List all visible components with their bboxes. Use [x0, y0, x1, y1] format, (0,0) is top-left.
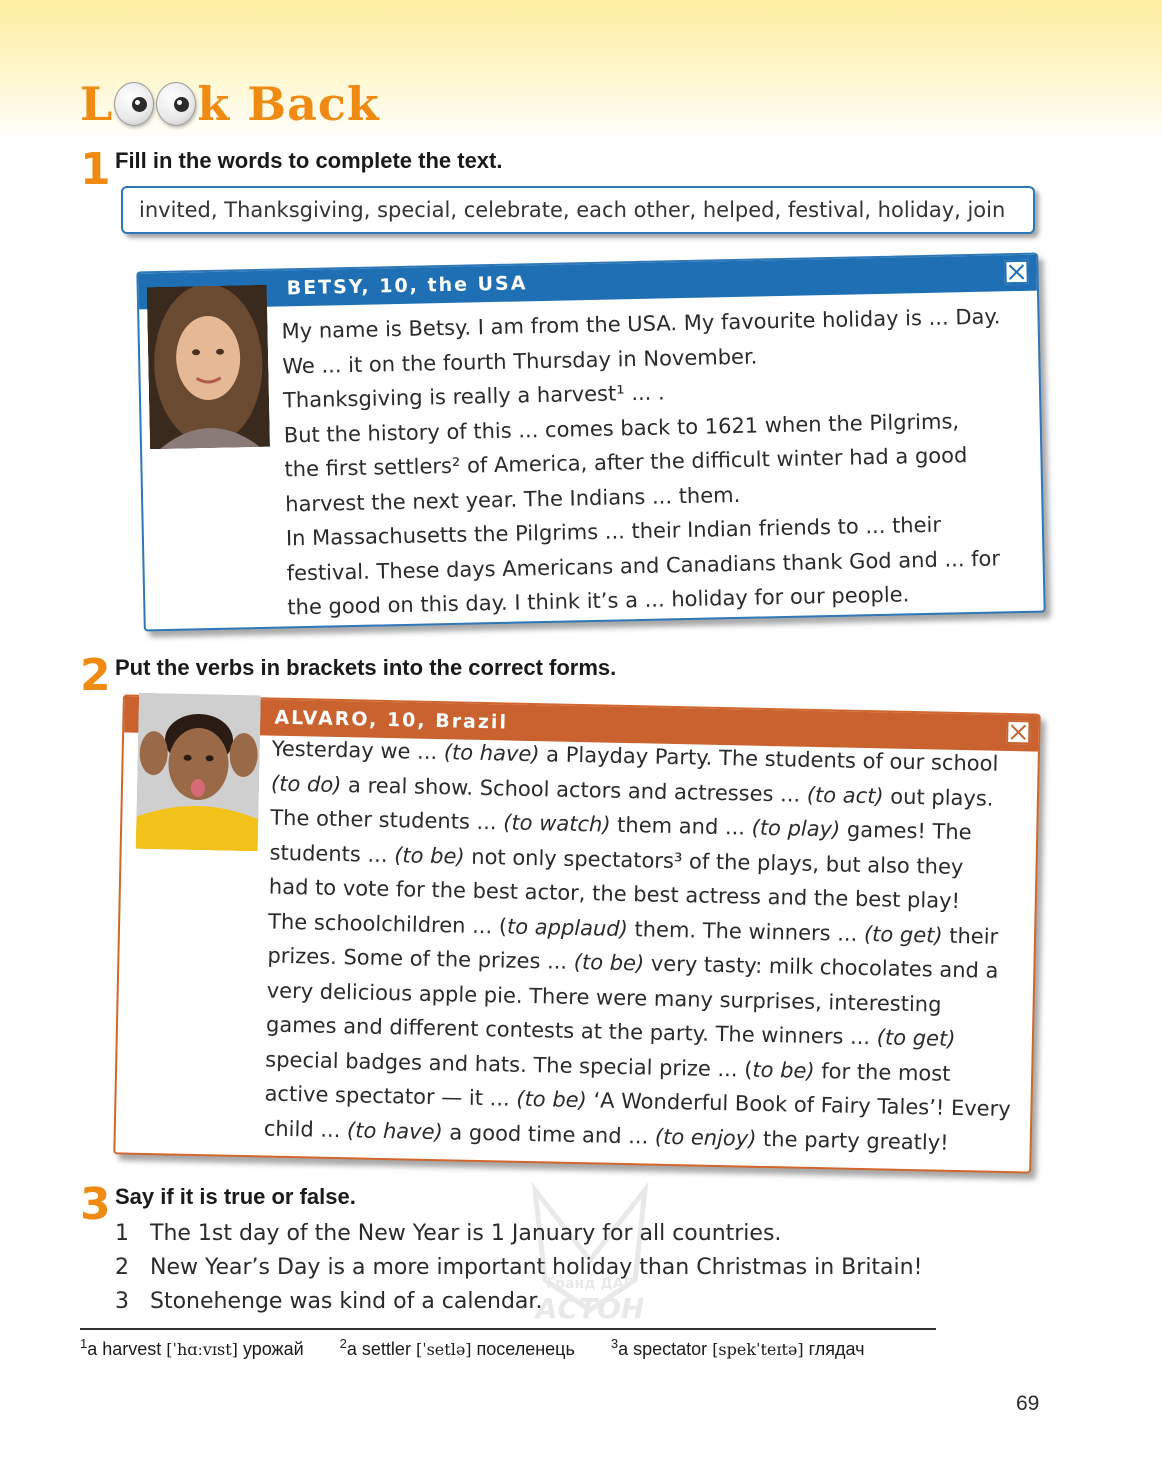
footnote-term: a settler — [346, 1339, 411, 1359]
footnote-translation: глядач — [808, 1339, 865, 1359]
eye-icon — [114, 82, 154, 126]
text-segment: games! The — [839, 817, 972, 845]
text-segment: a good time and ... — [442, 1119, 656, 1149]
svg-text:АСТОН: АСТОН — [535, 1292, 645, 1325]
verb-prompt: (to have) — [346, 1117, 443, 1144]
card-header-text: BETSY, 10, the USA — [286, 272, 528, 300]
text-segment: had to vote for the best actor, the best actress and the best play! — [268, 874, 961, 914]
footnotes — [80, 1336, 865, 1360]
footnote-divider — [80, 1328, 936, 1330]
word-bank-text: invited, Thanksgiving, special, celebrate, each other, helped, festival, holiday, join — [139, 198, 1006, 222]
text-segment: them and ... — [610, 812, 752, 840]
alvaro-card — [113, 694, 1040, 1173]
title-rest: k Back — [197, 77, 380, 131]
text-line: But the history of this ... comes back to 1621 when the Pilgrims, — [283, 408, 960, 447]
text-line: We ... it on the fourth Thursday in November. — [282, 344, 758, 378]
verb-prompt: (to watch) — [503, 810, 611, 837]
text-segment: very tasty: milk chocolates and a — [643, 951, 999, 983]
exercise-1-number: 1 — [80, 144, 111, 195]
verb-prompt: (to get) — [863, 921, 943, 948]
verb-prompt: (to be) — [393, 842, 465, 869]
exercise-2-number: 2 — [80, 650, 111, 701]
text-segment: ‘A Wonderful Book of Fairy Tales’! Every — [586, 1088, 1011, 1122]
footnote — [80, 1336, 304, 1360]
item-number: 2 — [115, 1254, 129, 1280]
footnote-translation: поселенець — [476, 1339, 575, 1359]
footnote-term: a harvest — [87, 1339, 162, 1359]
footnote-marker: 3 — [610, 1336, 619, 1351]
text-segment: the party greatly! — [756, 1126, 949, 1155]
verb-prompt: (to play) — [751, 815, 841, 842]
footnote-term: a spectator — [618, 1339, 708, 1359]
list-item — [115, 1216, 922, 1250]
text-segment: out plays. — [883, 783, 994, 811]
list-item — [115, 1284, 922, 1318]
verb-prompt: (to be) — [573, 949, 645, 976]
card-header-text: ALVARO, 10, Brazil — [274, 706, 509, 734]
text-segment: games and different contests at the party. The winners ... — [265, 1012, 878, 1050]
item-text: The 1st day of the New Year is 1 January for all countries. — [150, 1220, 782, 1246]
verb-prompt: (to enjoy) — [654, 1124, 757, 1151]
close-icon[interactable] — [1006, 720, 1030, 744]
footnote-marker: 2 — [339, 1336, 347, 1351]
text-segment: active spectator — it ... — [264, 1081, 517, 1111]
verb-prompt: to applaud) — [506, 914, 629, 941]
verb-prompt: (to act) — [806, 782, 884, 808]
word-bank — [121, 186, 1035, 234]
betsy-card — [136, 253, 1045, 632]
text-segment: The other students ... — [270, 805, 504, 835]
footnote-transcription: [spekˈteɪtə] — [712, 1340, 804, 1359]
text-segment: very delicious apple pie. There were many surprises, interesting — [266, 978, 942, 1017]
true-false-list — [115, 1216, 922, 1318]
exercise-3-number: 3 — [80, 1179, 111, 1230]
text-line: the good on this day. I think it’s a ... holiday for our people. — [287, 582, 910, 620]
text-segment: child ... — [263, 1115, 348, 1142]
text-segment: a real show. School actors and actresses ... — [341, 772, 808, 807]
verb-prompt: (to get) — [876, 1025, 956, 1051]
eye-icon — [156, 82, 196, 126]
text-line: My name is Betsy. I am from the USA. My favourite holiday is ... Day. — [281, 304, 1001, 344]
text-line: harvest the next year. The Indians ... them. — [284, 482, 741, 516]
close-icon[interactable] — [1004, 260, 1028, 284]
text-segment: for the most — [814, 1058, 951, 1086]
footnote-marker: 1 — [80, 1336, 88, 1351]
text-segment: The schoolchildren ... ( — [267, 909, 508, 939]
verb-prompt: to be) — [752, 1057, 815, 1083]
alvaro-text — [264, 732, 1033, 1162]
item-number: 3 — [115, 1288, 129, 1314]
text-segment: their — [942, 923, 999, 949]
exercise-2-instruction: Put the verbs in brackets into the correct forms. — [115, 655, 617, 680]
girl-photo — [147, 285, 270, 449]
item-text: Stonehenge was kind of a calendar. — [150, 1288, 543, 1314]
text-line: the first settlers² of America, after the difficult winter had a good — [284, 443, 968, 482]
footnote — [611, 1336, 865, 1360]
text-segment: not only spectators³ of the plays, but also they — [464, 844, 964, 879]
text-segment: a Playday Party. The students of our school — [539, 742, 999, 776]
exercise-1-instruction: Fill in the words to complete the text. — [115, 148, 503, 173]
verb-prompt: (to have) — [443, 740, 540, 767]
text-line: Thanksgiving is really a harvest¹ ... . — [282, 380, 665, 413]
text-line: festival. These days Americans and Canadians thank God and ... for — [286, 545, 1001, 585]
text-segment: Yesterday we ... — [271, 736, 445, 765]
footnote-transcription: [ˈsetlə] — [415, 1340, 472, 1359]
footnote-transcription: [ˈhɑːvɪst] — [166, 1340, 238, 1359]
footnote-translation: урожай — [242, 1339, 304, 1359]
text-segment: students ... — [269, 840, 395, 867]
text-segment: special badges and hats. The special prize ... ( — [265, 1047, 753, 1082]
text-line: In Massachusetts the Pilgrims ... their Indian friends to ... their — [285, 512, 942, 551]
page-number: 69 — [1016, 1392, 1040, 1415]
svg-text:Гранд ДАР: Гранд ДАР — [546, 1276, 634, 1292]
list-item — [115, 1250, 922, 1284]
betsy-text — [281, 299, 1032, 625]
boy-photo — [136, 693, 261, 852]
exercise-3-instruction: Say if it is true or false. — [115, 1184, 356, 1209]
item-number: 1 — [115, 1220, 129, 1246]
text-segment: prizes. Some of the prizes ... — [267, 943, 575, 974]
page-title — [80, 72, 380, 136]
item-text: New Year’s Day is a more important holiday than Christmas in Britain! — [150, 1254, 923, 1280]
verb-prompt: (to do) — [270, 771, 342, 797]
title-letter-l: L — [80, 77, 114, 131]
verb-prompt: (to be) — [516, 1086, 588, 1113]
text-segment: them. The winners ... — [627, 916, 865, 946]
footnote — [340, 1336, 575, 1360]
